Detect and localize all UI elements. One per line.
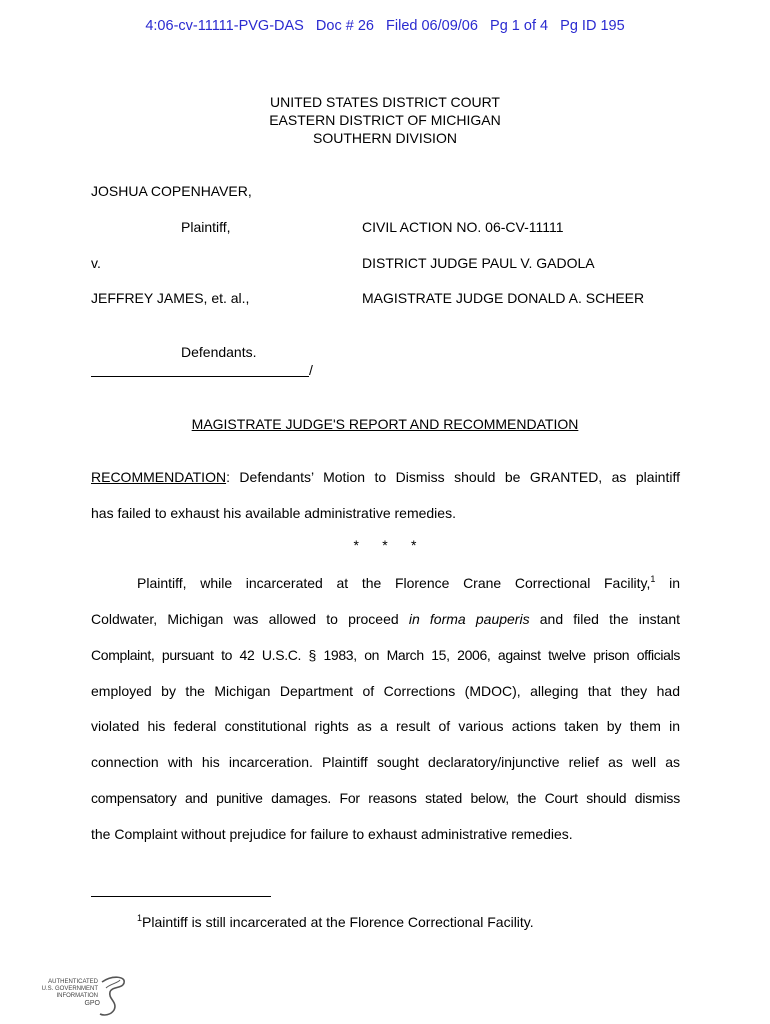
plaintiff-name: JOSHUA COPENHAVER, — [91, 183, 252, 199]
court-name-line2: EASTERN DISTRICT OF MICHIGAN — [269, 112, 501, 128]
district-judge: DISTRICT JUDGE PAUL V. GADOLA — [362, 255, 595, 271]
seal-line-4: GPO — [84, 1000, 100, 1007]
footnote — [137, 914, 534, 931]
caption-slash: / — [309, 362, 313, 378]
footnote-reference: 1 — [650, 574, 656, 584]
footnote-text: Plaintiff is still incarcerated at the Florence Correctional Facility. — [142, 914, 534, 930]
body-line-3: Complaint, pursuant to 42 U.S.C. § 1983, on March 15, 2006, against twelve prison officials — [91, 647, 680, 663]
body-line-2-text: Coldwater, Michigan was allowed to proceed — [91, 611, 409, 627]
recommendation-line1 — [91, 469, 680, 485]
body-line-6: connection with his incarceration. Plaintiff sought declaratory/injunctive relief as well as — [91, 754, 680, 770]
body-line-1-text: Plaintiff, while incarcerated at the Florence Crane Correctional Facility, — [137, 575, 651, 591]
eagle-icon — [100, 977, 124, 1015]
court-name-line1: UNITED STATES DISTRICT COURT — [270, 94, 500, 110]
magistrate-judge: MAGISTRATE JUDGE DONALD A. SCHEER — [362, 290, 645, 306]
seal-line-2: U.S. GOVERNMENT — [41, 986, 98, 992]
body-line-8: the Complaint without prejudice for failure to exhaust administrative remedies. — [91, 826, 573, 842]
section-asterisks: * * * — [353, 537, 417, 553]
versus: v. — [91, 255, 101, 271]
caption-rule — [91, 376, 309, 377]
body-line-1-end: in — [655, 575, 680, 591]
case-number: CIVIL ACTION NO. 06-CV-11111 — [362, 219, 564, 235]
body-italic-phrase: in forma pauperis — [408, 611, 530, 627]
document-title: MAGISTRATE JUDGE'S REPORT AND RECOMMENDATION — [191, 416, 579, 432]
seal-line-1: AUTHENTICATED — [48, 979, 98, 985]
plaintiff-role: Plaintiff, — [181, 219, 231, 235]
body-line-2 — [91, 611, 680, 627]
court-name-line3: SOUTHERN DIVISION — [313, 130, 457, 146]
footnote-marker: 1 — [137, 913, 143, 923]
body-line-7: compensatory and punitive damages. For reasons stated below, the Court should dismiss — [91, 790, 680, 806]
defendant-name: JEFFREY JAMES, et. al., — [91, 290, 250, 306]
recommendation-label: RECOMMENDATION — [91, 469, 227, 485]
body-line-5: violated his federal constitutional rights as a result of various actions taken by them in — [91, 718, 680, 734]
footnote-rule — [91, 896, 271, 897]
recommendation-text: : Defendants’ Motion to Dismiss should be GRANTED, as plaintiff — [226, 469, 680, 485]
body-line-1 — [137, 575, 680, 591]
recommendation-line2: has failed to exhaust his available administrative remedies. — [91, 505, 456, 521]
gpo-authenticated-seal — [40, 974, 132, 1018]
body-line-4: employed by the Michigan Department of Corrections (MDOC), alleging that they had — [91, 683, 680, 699]
seal-line-3: INFORMATION — [56, 993, 98, 999]
body-line-2-end: and filed the instant — [529, 611, 681, 627]
filing-header: 4:06-cv-11111-PVG-DAS Doc # 26 Filed 06/09/06 Pg 1 of 4 Pg ID 195 — [145, 18, 625, 34]
defendant-role: Defendants. — [181, 344, 257, 360]
